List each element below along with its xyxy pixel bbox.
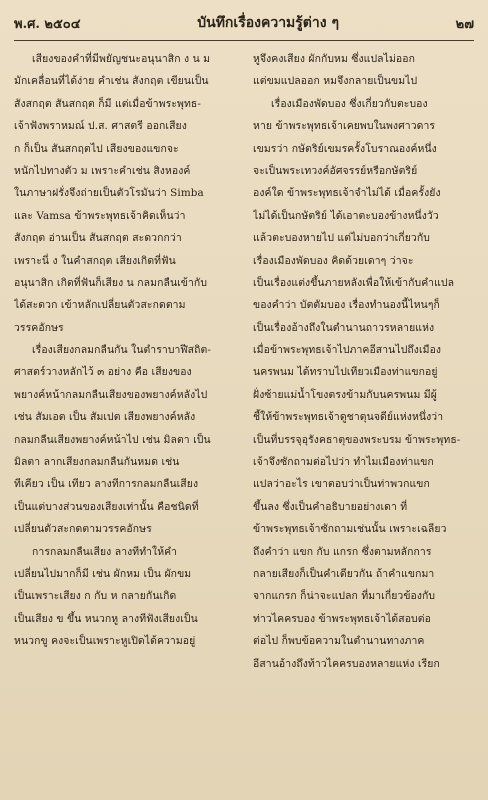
text-line: ชี้ให้ข้าพระพุทธเจ้าดูชาดุนจดีย์แห่งหนึ่งว่า <box>253 411 444 424</box>
text-line: สังสกฤต สันสกฤต ก็มี แต่เมื่อข้าพระพุทธ- <box>14 97 201 110</box>
text-line: เจ้าฟังพราหมณ์ ป.ส. ศาสตรี ออกเสียง <box>14 120 187 133</box>
text-line: ได้สะดวก เข้าหลักเปลี่ยนตัวสะกดตาม <box>14 299 186 312</box>
left-column <box>14 48 239 792</box>
text-line: หาย ข้าพระพุทธเจ้าเคยพบในพงศาวดาร <box>253 120 436 133</box>
text-line: กลายเสียงก็เป็นคำเดียวกัน ถ้าคำแขกมา <box>253 567 435 580</box>
text-line: เป็นเรื่องอ้างถึงในตำนานถาวรหลายแห่ง <box>253 321 435 334</box>
text-line: เป็นเรื่องแต่งขึ้นภายหลังเพื่อให้เข้ากับคำแปล <box>253 276 455 289</box>
text-line: แต่ขมแปลออก หมจึงกลายเป็นขมไป <box>253 75 418 88</box>
text-line: ทีเคียว เป็น เทียว ลางทีการกลมกลืนเสียง <box>14 478 199 491</box>
text-line: องค์ใด ข้าพระพุทธเจ้าจำไม่ได้ เมื่อครั้งยัง <box>253 187 441 200</box>
text-line: เรื่องเสียงกลมกลืนกัน ในตำราบาฬีสถิต- <box>32 344 211 357</box>
text-line: ต่อไป ก็พบข้อความในตำนานทางภาค <box>253 635 425 648</box>
text-line: ข้าพระพุทธเจ้าซักถามเช่นนั้น เพราะเฉลียว <box>253 523 447 536</box>
text-line: เป็นที่บรรจุอุรังคธาตุของพระบรม ข้าพระพุทธ- <box>253 433 461 446</box>
text-line: เพราะนี่ ง ในคำสกฤต เสียงเกิดที่ฟัน <box>14 254 176 267</box>
text-line: เรื่องเมืองพัดบอง คิดด้วยเดาๆ ว่าจะ <box>253 254 414 267</box>
text-line: เปลี่ยนตัวสะกดตามวรรคอักษร <box>14 523 152 536</box>
text-line: เรื่องเมืองพัดบอง ซึ่งเกี่ยวกับตะบอง <box>271 97 428 110</box>
text-line: เจ้าจึงซักถามต่อไปว่า ทำไมเมืองท่าแขก <box>253 456 434 469</box>
text-line: เมื่อข้าพระพุทธเจ้าไปภาคอีสานไปถึงเมือง <box>253 344 442 357</box>
text-line: ในภาษาฝรั่งจึงถ่ายเป็นตัวโรมันว่า Simba <box>14 187 204 200</box>
text-line: จากแกรก ก็น่าจะแปลก ที่มาเกี่ยวข้องกับ <box>253 590 436 603</box>
text-line: เขมรว่า กษัตริย์เขมรครั้งโบราณองค์หนึ่ง <box>253 142 437 155</box>
text-line: เช่น สัมเอต เป็น สัมเปต เสียงพยางค์หลัง <box>14 411 196 424</box>
header-year: พ.ศ. ๒๕๐๔ <box>14 16 81 32</box>
text-line: อีสานอ้างถึงท้าวไคครบองหลายแห่ง เรียก <box>253 657 440 670</box>
text-line: นครพนม ได้ทราบไปเทียวเมืองท่าแขกอยู่ <box>253 366 438 379</box>
text-line: ก ก็เป็น สันสกฤตไป เสียงของแขกจะ <box>14 142 179 155</box>
text-line: เปลี่ยนไปมากก็มี เช่น ผักหม เป็น ผักขม <box>14 567 192 580</box>
text-line: มิลตา ลากเสียงกลมกลืนกันหมด เช่น <box>14 456 180 469</box>
text-line: หนักไปทางตัว ม เพราะคำเช่น สิงหองค์ <box>14 164 191 177</box>
header-rule <box>14 40 474 41</box>
text-columns <box>14 48 478 792</box>
text-line: แล้วตะบองหายไป แต่ไม่บอกว่าเกี่ยวกับ <box>253 232 430 245</box>
text-line: หูจึงคงเสียง ผักกับหม ซึ่งแปลไม่ออก <box>253 53 415 65</box>
text-line: ของคำว่า บัตตัมบอง เรื่องทำนองนี้ไหนๆก็ <box>253 299 440 312</box>
text-line: พยางค์หน้ากลมกลืนเสียงของพยางค์หลังไป <box>14 388 208 401</box>
page-number: ๒๗ <box>455 16 474 32</box>
header-title: บันทึกเรื่องความรู้ต่าง ๆ <box>197 15 339 31</box>
text-line: และ Vamsa ข้าพระพุทธเจ้าคิดเห็นว่า <box>14 209 186 222</box>
text-line: ไม่ได้เป็นกษัตริย์ ได้เอาตะบองข้างหนึ่งวัว <box>253 209 439 222</box>
page-header <box>14 8 474 38</box>
text-line: แปลว่าอะไร เขาตอบว่าเป็นท่าพวกแขก <box>253 478 430 491</box>
text-line: เสียงของคำที่มีพยัญชนะอนุนาสิก ง น ม <box>32 53 211 65</box>
text-line: วรรคอักษร <box>14 321 64 334</box>
text-line: ศาสตร์วางหลักไว้ ๓ อย่าง คือ เสียงของ <box>14 366 192 379</box>
text-line: ท่าวไคครบอง ข้าพระพุทธเจ้าได้สอบต่อ <box>253 612 431 625</box>
text-line: มักเคลื่อนที่ได้ง่าย คำเช่น สังกฤต เขียนเป็น <box>14 75 209 88</box>
text-line: หนวกขู คงจะเป็นเพราะหูเปิดได้ความอยู่ <box>14 635 196 648</box>
text-line: กลมกลืนเสียงพยางค์หน้าไป เช่น มิลตา เป็น <box>14 433 211 446</box>
text-line: ฝั่งซ้ายแม่น้ำโขงตรงข้ามกับนครพนม มีผู้ <box>253 388 437 401</box>
text-line: ขึ้นลง ซึ่งเป็นคำอธิบายอย่างเดา ที่ <box>253 500 408 513</box>
text-line: เป็นเพราะเสียง ก กับ ห กลายกันเกิด <box>14 590 177 603</box>
text-line: เป็นแต่บางส่วนของเสียงเท่านั้น คือชนิดที่ <box>14 500 199 513</box>
text-line: การกลมกลืนเสียง ลางทีทำให้คำ <box>32 545 178 558</box>
text-line: ถึงคำว่า แขก กับ แกรก ซึ่งตามหลักการ <box>253 545 432 558</box>
right-column <box>253 48 478 792</box>
text-line: จะเป็นพระเทวงค์อัศจรรย์หรือกษัตริย์ <box>253 164 418 177</box>
text-line: เป็นเสียง ข ขึ้น หนวกหู ลางทีฟังเสียงเป็น <box>14 612 198 625</box>
text-line: อนุนาสิก เกิดที่ฟันก็เสียง น กลมกลืนเข้ากับ <box>14 276 208 289</box>
text-line: สังกฤต อ่านเป็น สันสกฤต สะดวกกว่า <box>14 232 182 245</box>
